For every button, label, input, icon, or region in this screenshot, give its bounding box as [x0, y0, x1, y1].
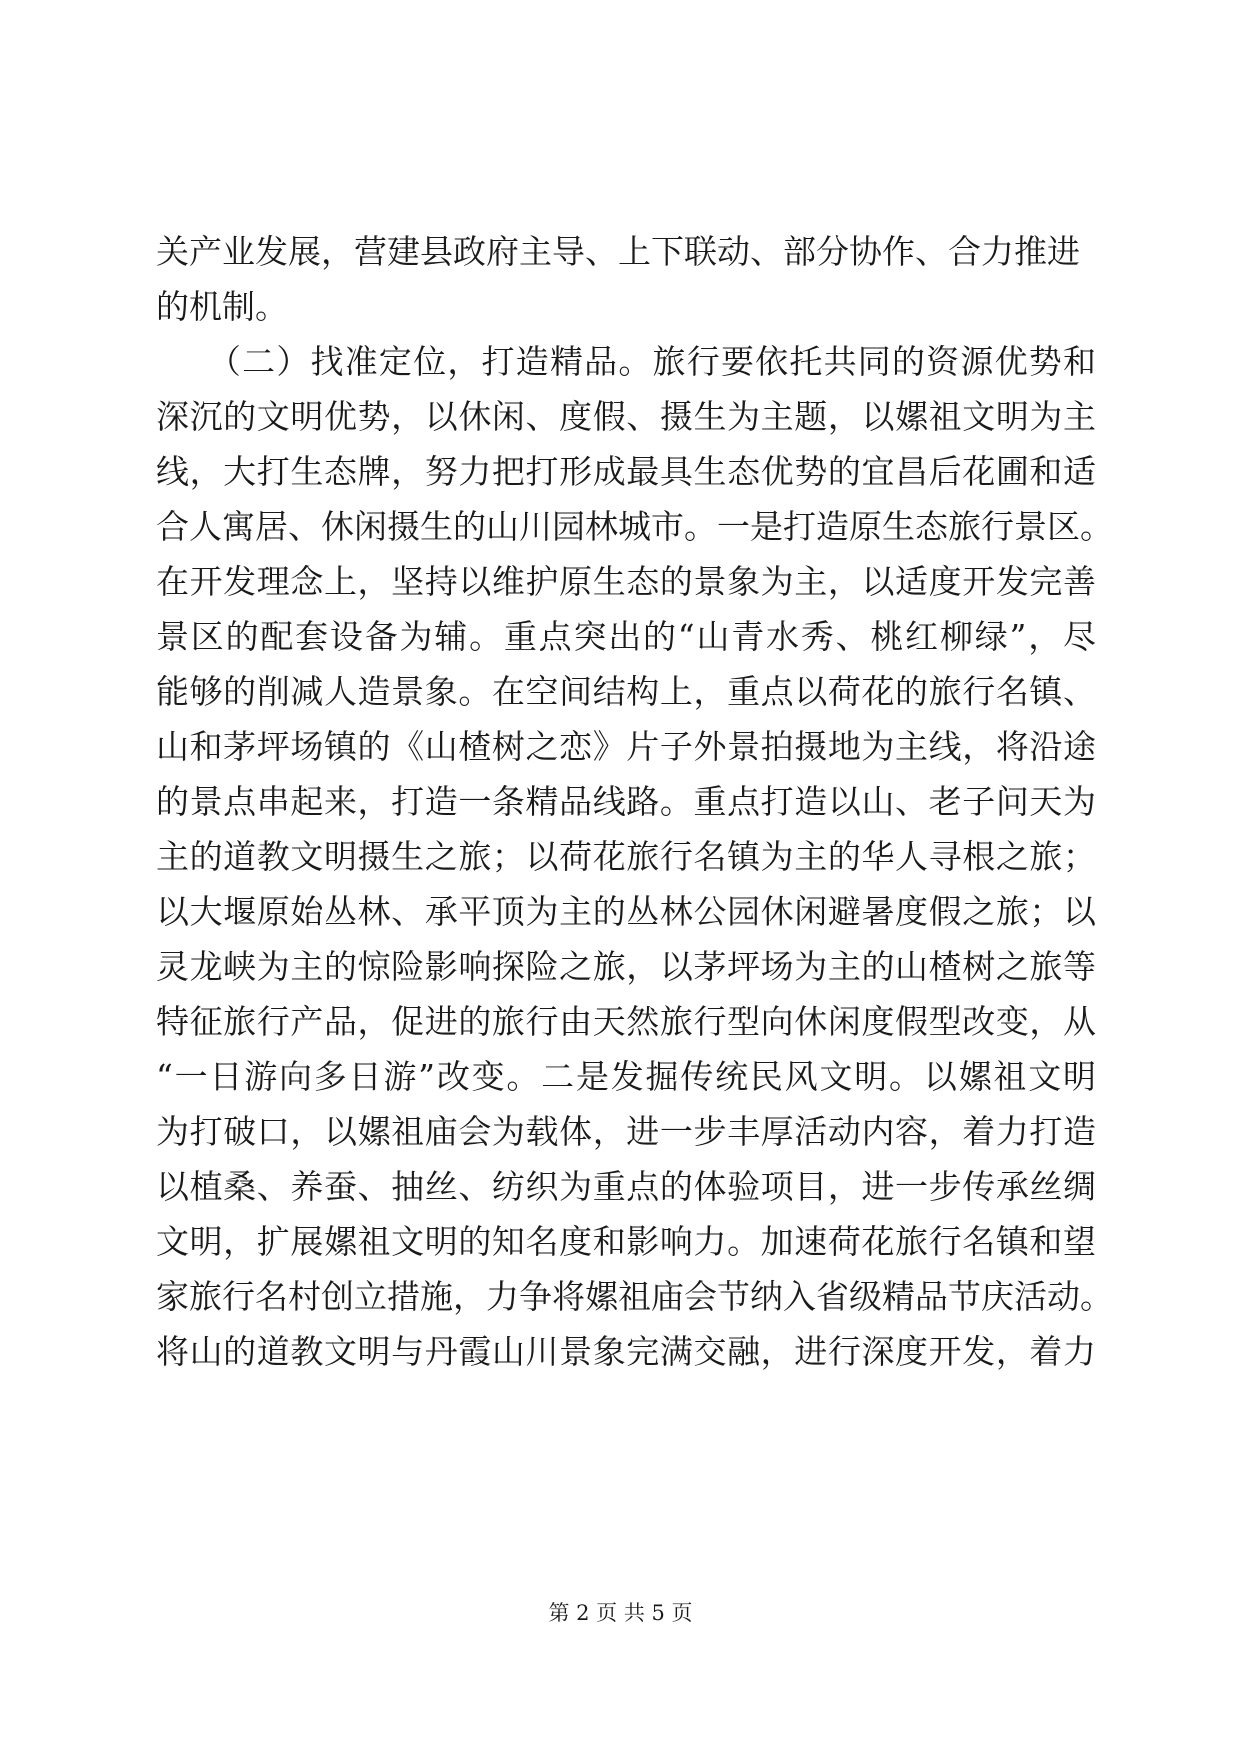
- text-line: （二）找准定位，打造精品。旅行要依托共同的资源优势和: [156, 342, 1096, 381]
- text-line: 在开发理念上，坚持以维护原生态的景象为主，以适度开发完善: [156, 562, 1096, 601]
- text-line: 文明，扩展嫘祖文明的知名度和影响力。加速荷花旅行名镇和望: [156, 1222, 1096, 1261]
- text-line: 线，大打生态牌，努力把打形成最具生态优势的宜昌后花圃和适: [156, 452, 1096, 491]
- text-line: 的机制。: [156, 287, 288, 326]
- text-line: 关产业发展，营建县政府主导、上下联动、部分协作、合力推进: [156, 232, 1080, 271]
- text-line: 的景点串起来，打造一条精品线路。重点打造以山、老子问天为: [156, 782, 1096, 821]
- text-line: 能够的削减人造景象。在空间结构上，重点以荷花的旅行名镇、: [156, 672, 1096, 711]
- text-line: 山和茅坪场镇的《山楂树之恋》片子外景拍摄地为主线，将沿途: [156, 727, 1096, 766]
- text-line: 将山的道教文明与丹霞山川景象完满交融，进行深度开发，着力: [156, 1332, 1096, 1371]
- text-line: 合人寓居、休闲摄生的山川园林城市。一是打造原生态旅行景区。: [156, 507, 1113, 546]
- text-line: 家旅行名村创立措施，力争将嫘祖庙会节纳入省级精品节庆活动。: [156, 1277, 1113, 1316]
- text-line: 深沉的文明优势，以休闲、度假、摄生为主题，以嫘祖文明为主: [156, 397, 1096, 436]
- text-line: 以植桑、养蚕、抽丝、纺织为重点的体验项目，进一步传承丝绸: [156, 1167, 1096, 1206]
- text-line: 景区的配套设备为辅。重点突出的“山青水秀、桃红柳绿”，尽: [156, 617, 1096, 656]
- text-line: 以大堰原始丛林、承平顶为主的丛林公园休闲避暑度假之旅；以: [156, 892, 1096, 931]
- text-line: 特征旅行产品，促进的旅行由天然旅行型向休闲度假型改变，从: [156, 1002, 1096, 1041]
- text-line: 灵龙峡为主的惊险影响探险之旅，以茅坪场为主的山楂树之旅等: [156, 947, 1096, 986]
- body-text: [156, 224, 1113, 1379]
- page-footer: [0, 1598, 1241, 1628]
- text-line: “一日游向多日游”改变。二是发掘传统民风文明。以嫘祖文明: [156, 1057, 1096, 1096]
- page-number: 第 2 页 共 5 页: [548, 1601, 693, 1625]
- text-line: 主的道教文明摄生之旅；以荷花旅行名镇为主的华人寻根之旅；: [156, 837, 1096, 876]
- text-line: 为打破口，以嫘祖庙会为载体，进一步丰厚活动内容，着力打造: [156, 1112, 1096, 1151]
